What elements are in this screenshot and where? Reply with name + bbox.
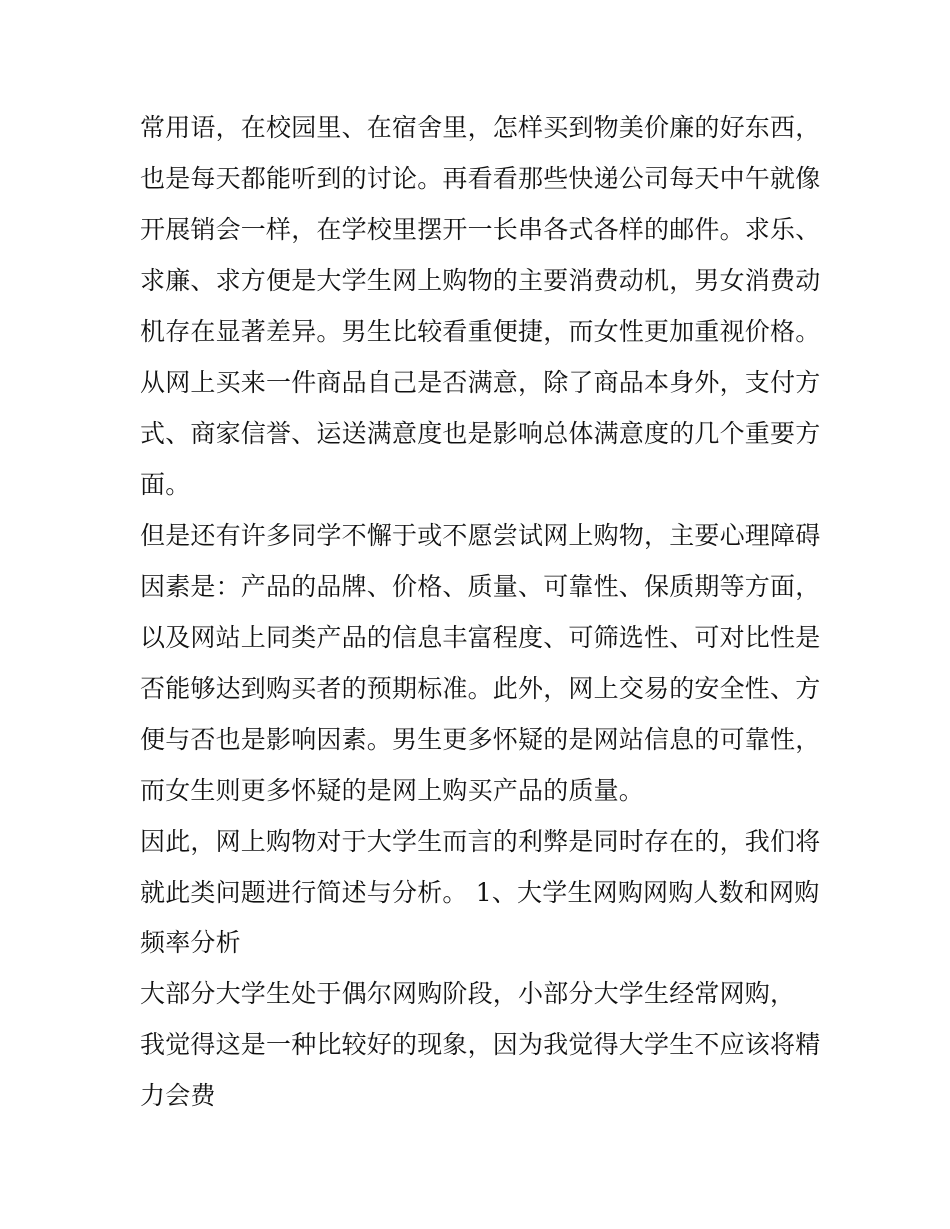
text-line: 面。 [140, 470, 191, 499]
text-line: 因素是：产品的品牌、价格、质量、可靠性、保质期等方面， [140, 572, 821, 601]
text-line: 否能够达到购买者的预期标准。此外，网上交易的安全性、方 [140, 674, 821, 703]
text-line: 因此，网上购物对于大学生而言的利弊是同时存在的，我们将 [140, 827, 821, 856]
text-line: 而女生则更多怀疑的是网上购买产品的质量。 [140, 776, 645, 805]
text-line: 从网上买来一件商品自己是否满意，除了商品本身外，支付方 [140, 368, 821, 397]
text-line: 式、商家信誉、运送满意度也是影响总体满意度的几个重要方 [140, 419, 821, 448]
text-line: 但是还有许多同学不懈于或不愿尝试网上购物，主要心理障碍 [140, 521, 821, 550]
text-line: 也是每天都能听到的讨论。再看看那些快递公司每天中午就像 [140, 164, 821, 193]
text-line: 开展销会一样，在学校里摆开一长串各式各样的邮件。求乐、 [140, 215, 821, 244]
text-line: 机存在显著差异。男生比较看重便捷，而女性更加重视价格。 [140, 317, 821, 346]
text-line: 大部分大学生处于偶尔网购阶段，小部分大学生经常网购， [140, 979, 796, 1008]
text-line: 以及网站上同类产品的信息丰富程度、可筛选性、可对比性是 [140, 623, 821, 652]
text-line: 频率分析 [140, 928, 241, 957]
text-line: 我觉得这是一种比较好的现象，因为我觉得大学生不应该将精 [140, 1030, 821, 1059]
text-line: 力会费 [140, 1081, 216, 1110]
text-line: 便与否也是影响因素。男生更多怀疑的是网站信息的可靠性， [140, 725, 821, 754]
text-line: 常用语，在校园里、在宿舍里，怎样买到物美价廉的好东西， [140, 113, 821, 142]
text-line: 就此类问题进行简述与分析。 1、大学生网购网购人数和网购 [140, 878, 820, 907]
text-line: 求廉、求方便是大学生网上购物的主要消费动机，男女消费动 [140, 266, 821, 295]
